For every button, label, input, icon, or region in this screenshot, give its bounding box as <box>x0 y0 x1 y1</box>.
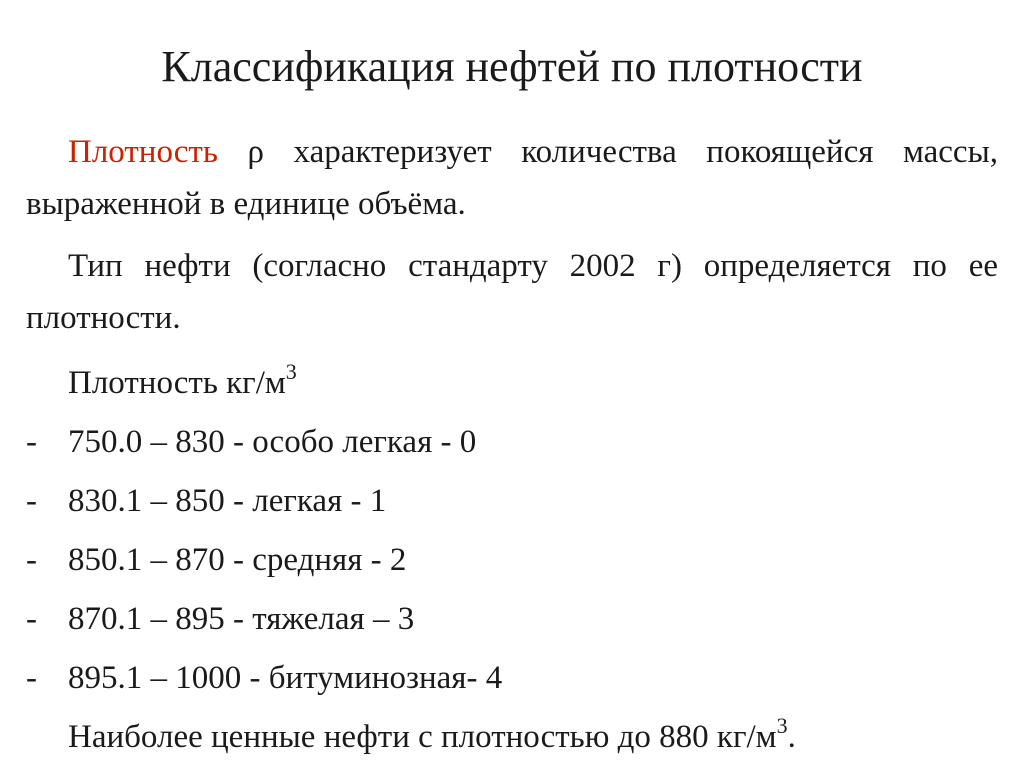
unit-line <box>26 354 998 413</box>
footer-line-text: Наиболее ценные нефти с плотностью до 880 кг/м <box>68 719 777 755</box>
footer-line-sup: 3 <box>776 713 788 738</box>
slide-body <box>26 126 998 767</box>
density-definition-text: характеризует количества покоящейся массы, выраженной в единице объёма. <box>26 134 999 222</box>
list-item <box>26 472 998 531</box>
unit-line-sup: 3 <box>285 359 297 384</box>
list-dash: - <box>26 483 37 519</box>
oil-type-statement: Тип нефти (согласно стандарту 2002 г) определяется по ее плотности. <box>26 248 998 336</box>
density-term: Плотность <box>68 134 218 170</box>
density-classes-list <box>26 413 998 708</box>
footer-line <box>26 708 998 767</box>
list-item <box>26 590 998 649</box>
list-dash: - <box>26 660 37 696</box>
density-definition <box>26 126 998 230</box>
list-item <box>26 413 998 472</box>
list-dash: - <box>26 601 37 637</box>
list-item-text: 750.0 – 830 - особо легкая - 0 <box>68 424 477 460</box>
list-item <box>26 531 998 590</box>
footer-line-end: . <box>787 719 796 755</box>
list-item-text: 870.1 – 895 - тяжелая – 3 <box>68 601 415 637</box>
list-item-text: 895.1 – 1000 - битуминозная- 4 <box>68 660 503 696</box>
slide-title: Классификация нефтей по плотности <box>161 42 863 91</box>
list-item-text: 850.1 – 870 - средняя - 2 <box>68 542 407 578</box>
list-item-text: 830.1 – 850 - легкая - 1 <box>68 483 387 519</box>
list-dash: - <box>26 542 37 578</box>
list-dash: - <box>26 424 37 460</box>
list-item <box>26 649 998 708</box>
rho-symbol: ρ <box>247 134 264 170</box>
unit-line-text: Плотность кг/м <box>68 365 286 401</box>
